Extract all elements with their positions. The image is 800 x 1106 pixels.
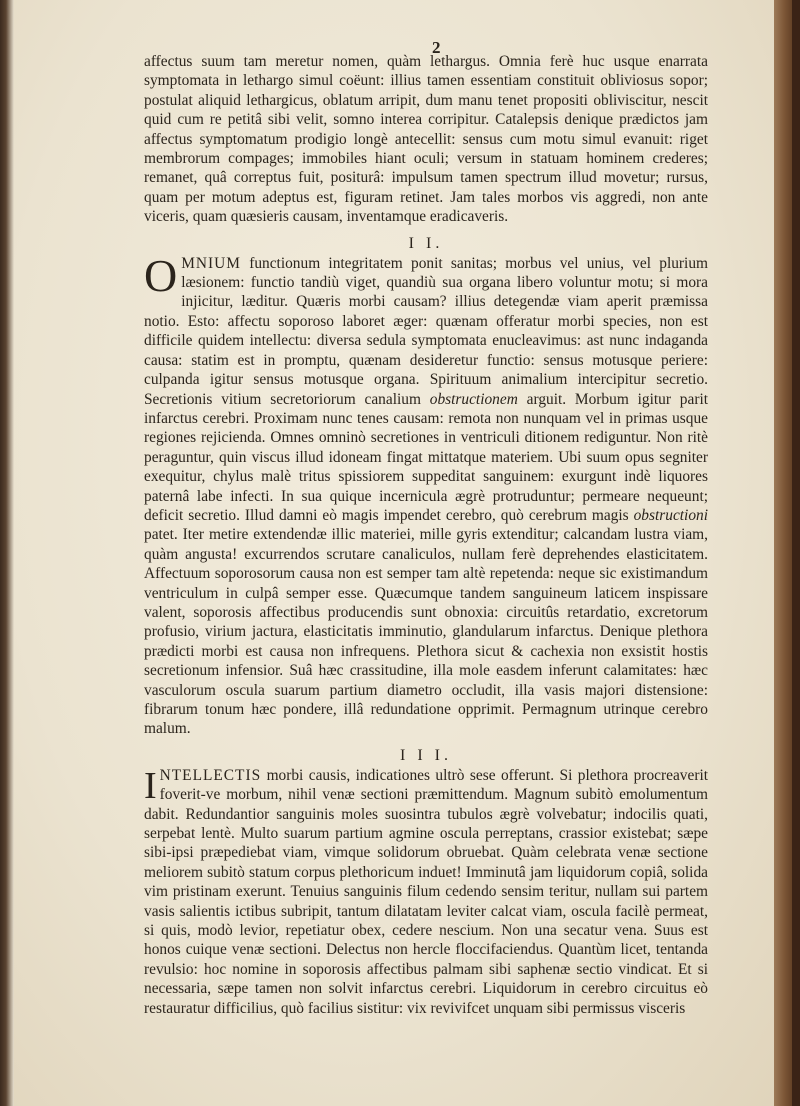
drop-cap-o: O [144, 249, 178, 301]
section-two-paragraph [144, 249, 708, 739]
section-two-text-2: arguit. Morbum igitur parit infarctus cerebri. Proximam nunc tenes causam: remota non nunquam vel in primas usque regiones rejicienda. Omnes omninò secretiones in ventriculi ditionem rediguntur. Non ritè peraguntur, quin viscus illud idoneam fingat mittatque materiem. Ubi suum opus segniter exequitur, chylus malè tritus spissiorem suppeditat sanguinem: exurgunt indè liquores paternâ labe infecti. In sua quique incernicula ægrè protruduntur; permeare nequeunt; deficit secretio. Illud damni eò magis impendet cerebro, quò cerebrum magis [144, 390, 708, 524]
section-heading-two: I I. [408, 234, 444, 252]
section-two-italic-1: obstructionem [429, 390, 518, 408]
section-three-paragraph [144, 766, 708, 1018]
section-three-text: morbi causis, indicationes ultrò sese offerunt. Si plethora procreaverit foverit-ve morbum, nihil venæ sectioni præmittendum. Magnum subitò emolumentum dabit. Redundantior sanguinis moles suosintra tubulos ægrè volvebatur; indocilis quati, serpebat lentè. Multo suarum partium agmine oscula perreptans, crassior existebat; sæpe sibi-ipsi præpediebat viam, vimque solidorum obruebat. Quàm celebrata venæ sectione meliorem subitò statum corpus plethoricum induet! Imminutâ jam liquidorum copiâ, solida vim pristinam exerunt. Tenuius sanguinis filum cedendo sensim teritur, nullam sui partem vasis salientis ictibus subripit, tantum dilatatam leviter calcat viam, oscula facilè permeat, si quis, modò levior, repetiatur obex, cedere nescium. Non una secatur vena. Suus est honos cuique venæ sectioni. Delectus non hercle floccifaciendus. Quantùm licet, tentanda revulsio: hoc nomine in soporosis affectibus palmam sibi saphenæ sectio vindicat. Et si necessaria, sæpe tamen non solvit infarctus cerebri. Liquidorum in cerebro circuitus eò restauratur difficilius, quò facilius sistitur: vix revivifcet unquam sibi permissus visceris [144, 766, 708, 1017]
section-two-text-1: functionum integritatem ponit sanitas; morbus vel unius, vel plurium læsionem: functio tandiù viget, quandiù sua organa libero voluntur motu; si mora injicitur, læditur. Quæris morbi causam? illius detegendæ viam aperit præmissa notio. Esto: affectu soporoso laboret æger: quænam offeratur morbi species, non est difficile quidem intellectu: diversa sedula symptomata enucleavimus: ast nunc indaganda causa: statim est in promptu, quænam desideretur functio: sensus motusque periere: culpanda igitur sensus motusque organa. Spirituum animalium intercipitur secretio. Secretionis vitium secretoriorum canalium [144, 254, 708, 408]
page-number: 2 [432, 38, 441, 57]
section-three-lead: NTELLECTIS [159, 766, 262, 784]
intro-paragraph: affectus suum tam meretur nomen, quàm lethargus. Omnia ferè huc usque enarrata symptomata in lethargo simul coëunt: illius tamen essentiam constituit obliviosus sopor; postulat aliquid lethargicus, oblatum arripit, dum manu tenet propositi obliviscitur, nescit quid cum re petitâ sibi velit, somno interea corripitur. Catalepsis denique prædictos jam affectus symptomatum prodigio longè antecellit: sensus cum motu simul evanuit: riget membrorum compages; immobiles hiant oculi; versum in statuam hominem crederes; remanet, quâ correptus fuit, positurâ: impulsum tamen spectrum illud movetur; rursus, quam per motum adeptus est, figuram retinet. Jam tales morbos vis aggredi, non ante viceris, quam quæsieris causam, inventamque eradicaveris. [144, 53, 708, 226]
page-body [144, 52, 708, 1018]
section-two-text-3: patet. Iter metire extendendæ illic materiei, mille gyris extenditur; calcandam lustra viam, quàm angusta! excurrendos scrutare canaliculos, nullam ferè deprehendes elasticitatem. Affectuum soporosorum causa non est semper tam altè repetenda: neque sic existimandum ventriculum in culpâ semper esse. Quæcumque tandem sanguineum laticem inspissare valent, soporosis affectibus producendis sunt obnoxia: circuitûs retardatio, excretorum profusio, virium jactura, elasticitatis imminutio, glandularum infarctus. Denique plethora prædicti morbi est causa non infrequens. Plethora sicut & cachexia non exsistit hostis secretionum infensior. Suâ hæc crassitudine, illa mole easdem inferunt calamitates: hæc vasculorum oscula suarum partium diametro occludit, illa vasis majori distensione: fibrarum tonum hæc pondere, illâ redundatione opprimit. Permagnum utrinque cerebro malum. [144, 526, 708, 738]
binding-edge [792, 0, 800, 1106]
section-two-italic-2: obstructioni [633, 506, 708, 524]
section-heading-three: I I I. [400, 746, 452, 764]
drop-cap-i: I [144, 764, 157, 807]
book-page [14, 0, 776, 1106]
section-two-lead: MNIUM [181, 254, 241, 272]
